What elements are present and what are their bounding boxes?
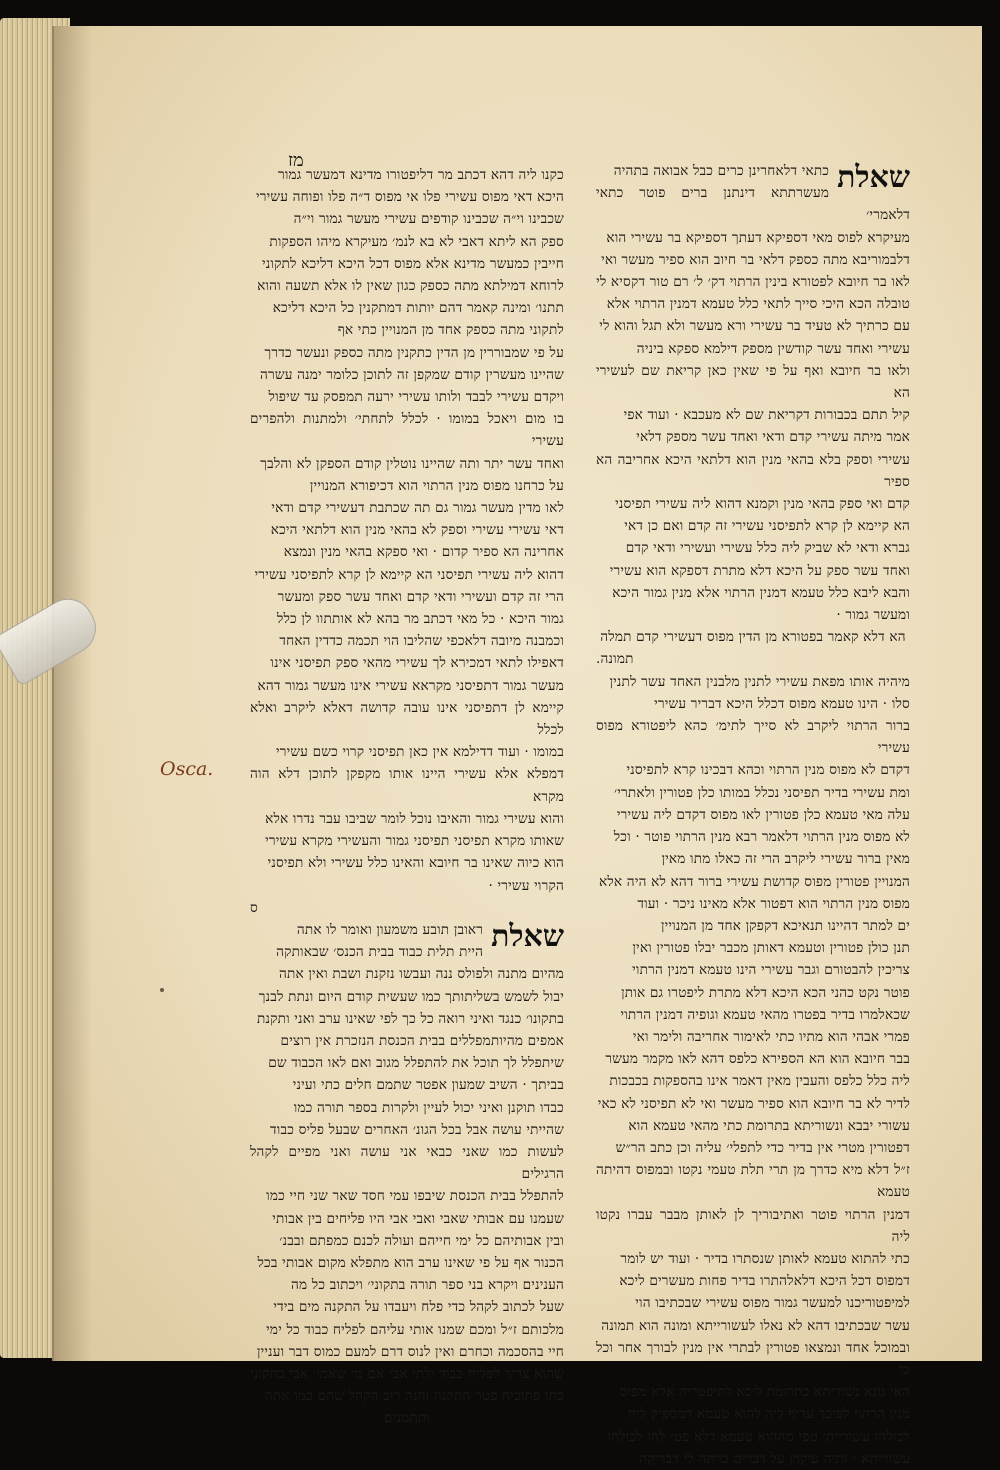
text-line: גמור היכא · כל מאי דכתב מר בהא לא אותתוו לן כלל xyxy=(276,611,564,628)
text-line: לעשות כמו שאני כבאי אני עושה ואני מפיים לקהל הרגילים xyxy=(250,1143,564,1183)
text-line: מהיום מתנה ולפולס ננה ועבשו נזקנת ושבת ואין אתה xyxy=(278,966,564,983)
text-line: בו מום ויאכל במומו · לכלל לתחתי׳ ולמתנות ולהפרים עשירי xyxy=(250,411,564,450)
text-line: המנויין פטורין מפוס קדושת עשירי ברור דהא לא היה אלא xyxy=(599,873,910,890)
text-line: לרוחא דמילתא מתה כספק כגון שאין לו אלא תשעה והוא xyxy=(257,278,564,295)
text-line: ברור הרתוי ליקרב לא סייך לתימ׳ כהא ליפטורא מפוס עשירי xyxy=(596,718,910,757)
text-line: דהוא ליה עשירי תפיסני הא קיימא לן קרא לתפיסני עשירי xyxy=(254,566,564,583)
text-line: גברא ודאי לא שביק ליה כלל עשירי ועשירי ודאי קדם xyxy=(625,540,910,557)
text-line: שיתפלל לך תוכל את להתפלל מגוב ואם לאו הכבוד שם xyxy=(268,1055,564,1072)
section-heading: שאלת xyxy=(837,160,910,195)
text-line: לאו מדין מעשר גמור גם תה שכתבת דעשירי קדם ודאי xyxy=(271,500,564,517)
right-column-text-2 xyxy=(596,671,910,1470)
text-line: פמרי אבהי הוא מתיו כתי לאימור אחריבה ולימר ואי xyxy=(632,1028,910,1045)
text-line: ואחד עשר ספק על היכא דלא מתרת דספקא הוא עשירי xyxy=(609,562,910,579)
text-line: להתפלל בבית הכנסת שיבפו עמי חסד שאר שני חיי כמו xyxy=(266,1188,564,1205)
text-line: ליה כלל כלפס והעבין מאין דאמר אינו בהספקות בכבכות xyxy=(609,1073,910,1090)
text-line: ומעשר גמור · xyxy=(836,607,910,624)
text-line: הרי זה קדם ועשירי ודאי קדם ואחד עשר ספק ומעשר xyxy=(277,588,564,605)
text-line: היית תלית כבוד בבית הכנס׳ שבאותקה xyxy=(276,944,484,961)
text-line: מפוס מנין הרתוי הוא דפטור אלא מאינו ניכר · ועוד xyxy=(637,895,910,912)
text-line: מאין ברור עשירי ליקרב הרי זה כאלו מתו מאין xyxy=(661,851,910,868)
text-line: יבול לשמש בשליתותך כמו שעשית קודם היום ונתת לבנך xyxy=(258,988,564,1005)
text-line: למיפטוריכנו למעשר גמור מפוס עשירי שבכתיבו הוי xyxy=(635,1295,910,1312)
text-line: מעשרתתא דינתנן ברים פוטר כתאי דלאמרי׳ xyxy=(596,185,910,224)
text-line: דמפוס דכל היכא דלאלהתרו בדיר פחות מעשרים ליכא xyxy=(619,1273,910,1290)
gutter-shadow xyxy=(52,26,92,1361)
text-line: אחרינה הא ספיר קדום · ואי ספקא בהאי מנין ונמצא xyxy=(283,544,564,561)
text-line: דמנין הרתוי פוטר ואתיבוריך לן לאותן מבבר עברו נקטו ליה xyxy=(596,1206,910,1245)
text-line: סלו · הינו טעמא מפוס דכלל היכא דבריר עשירי xyxy=(654,695,910,712)
right-column xyxy=(596,160,910,1467)
text-line: כקנו ליה דהא דכתב מר דליפטורו מדינא דמעשר גמור xyxy=(277,167,564,183)
text-line: והוא עשירי גמור והאיבו נוכל לומר שביבו עבר נדרו אלא xyxy=(265,810,564,827)
text-line: קיל תתם בכבורות דקריאת שם לא מעכבא · ועוד אפי xyxy=(623,407,910,424)
text-line: חייבין כמעשר מדינא אלא מפוס דכל היכא דליכא לתקוני xyxy=(262,255,564,272)
text-line: שכבינו וי״ה שכבינו קודפים עשירי מעשר גמור וי״ה xyxy=(293,211,564,228)
text-line: מלכותם ז״ל ומכם שמנו אותי עליהם לפליח כבוד כל ימי xyxy=(266,1321,564,1338)
text-line: אמר מיתה עשירי קדם ודאי ואחד עשר מספק דלאי xyxy=(636,429,910,446)
text-line: עשוריתא · ותיה עיקרן על דברים כרתה לי דבריקה xyxy=(639,1450,910,1467)
text-line: שהיינו מעשרין קודם שמקפן זה לתוכן כלומר ימנה עשרה xyxy=(260,366,564,383)
right-column-text xyxy=(596,160,910,626)
text-line: ראובן תובע משמעון ואומר לו אתה xyxy=(296,921,484,938)
subheading: הא דלא קאמר בפטורא מן הדין מפוס דעשירי קדם תמלה xyxy=(600,629,906,646)
side-word: תמונה. xyxy=(596,651,634,668)
text-line: דאפילו לתאי דמכירא לך עשירי מהאי ספק תפיסני אינו xyxy=(270,655,564,672)
marginal-annotation: Osca. xyxy=(160,758,214,780)
text-line: מיהיה אותו מפאת עשירי לתנין מלבנין האחד עשר לתנין xyxy=(609,673,910,690)
text-line: האי גונא נשוריתא כתרומת ליכא לתיפטריה אלא מפוס xyxy=(619,1384,910,1401)
text-line: קדם ואי ספק בהאי מנין וקמנא דהוא ליה עשירי תפיסני xyxy=(615,496,910,513)
text-line: אמפים מהיותמפללים בבית הכנסת הנזכרת אין רוצים xyxy=(280,1032,564,1049)
text-line: לדיר לא בר חיובא הוא ספיר מעשר ואי לא תפיסני לא כאי xyxy=(597,1095,910,1112)
text-line: שהייתי עושה אבל בכל הגונ׳ האחרים שבעל פליס כבוד xyxy=(270,1121,564,1138)
text-line: לא מפוס מנין הרתוי דלאמר רבא מנין הרתוי פוטר · וכל xyxy=(613,829,910,846)
section-heading-2: שאלת xyxy=(491,918,564,954)
text-line: הקרוי עשירי · xyxy=(488,877,564,894)
text-line: תתנו׳ ומינה קאמר דהם יותות דמתקנין כל היכא דליכא xyxy=(272,300,564,317)
text-line: פוטר נקט כהני הכא היכא דלא מתרת ליפטרו גם אותן xyxy=(621,984,910,1001)
text-line: ויקדם עשירי לבבד ולותו עשירי ירעה תמפסק עד שיפול xyxy=(268,389,564,406)
text-line: כתו פתוכיח פטר התקנה והנה רוב הקהל שהם כמו אתה xyxy=(264,1388,564,1405)
text-line: מנין הרתוי לפיכך עדיף ליה להוא טעמא דמספיק ליה xyxy=(627,1406,910,1423)
text-line: לתקוני מתה כספק אחד מן המנויין כתי אף xyxy=(337,322,564,339)
text-line: הוא כיוה שאינו בר חיובא והאינו כלל עשירי ולא תפיסני xyxy=(267,855,564,872)
text-line: מעיקרא לפוס מאי דספיקא דעתך דספיקא בר עשירי הוא xyxy=(606,229,910,246)
ink-spot xyxy=(160,988,164,992)
background-edge xyxy=(982,0,1000,1403)
text-line: הענינים ויקרא בני ספר תורה בתקוני׳ ויכתוב כל מה xyxy=(290,1277,564,1294)
text-line: לאו בר חיובא לפטורא בינין הרתוי דק׳ ל׳ רם טור דקסיא לי xyxy=(596,274,910,291)
text-line: קיימא לן דתפיסני אינו עובה קדושה דאלא ליקרב ואלא לכלל xyxy=(250,699,564,739)
text-line: תנן כולן פטורין וטעמא דאותן מכבר יבלו פטורין ואין xyxy=(632,940,910,957)
text-line: כתאי דלאחרינן כרים כבל אבואה בתהיה xyxy=(613,163,830,179)
text-line: ולאו בר חיובא ואף על פי שאין כאן קריאת שם לעשירי הא xyxy=(596,362,910,402)
text-line: במומו · ועוד דדילמא אין כאן תפיסני קרוי כשם עשירי xyxy=(275,744,564,761)
text-line: לכולהו עשוריית׳ טפי מההוא טעמא דלא פטי להו לכולהו xyxy=(607,1428,910,1445)
text-line: הא קיימא לן קרא לתפיסני עשירי זה קדם ואם כן דאי xyxy=(624,518,910,535)
text-line: היכא דאי מפוס עשירי פלו אי מפוס ד״ה פלו ופוחה עשירי xyxy=(256,189,564,206)
text-line: דפטורין מטרי אין בדיר כדי לתפלי׳ עליה וכן כתב הר״ש xyxy=(615,1139,910,1156)
text-line: על כרחנו מפוס מנין הרתוי הוא דכיפורא המנויין xyxy=(309,477,564,494)
left-column-text xyxy=(250,164,564,897)
text-line: ובין אבותיהם כל ימי חייהם ועולה לכנם כמפתם ובבנ׳ xyxy=(279,1232,564,1249)
text-line: דקדם לא מפוס מנין הרתוי וכהא דבכינו קרא לתפיסני xyxy=(626,762,910,779)
text-line: דאי עשירי עשירי וספק לא בהאי מנין הוא דלתאי היכא xyxy=(270,522,564,539)
text-line: כבדו תוקנן ואיני יכול לעיין ולקרות בספר תורה כמו xyxy=(293,1099,564,1116)
text-line: ובמוכל אחד ונמצאו פטורין לבתרי אין מנין לבורך אחר וכל כי xyxy=(596,1339,910,1378)
text-line: שכאלמרו בדיר בפטרו מהאי טעמא וגופיה דמנין הרתוי xyxy=(620,1006,910,1023)
text-line: בתקונו׳ כנגד ואיני רואה כל כך לפי שאינו ערב ואני ותקנת xyxy=(257,1010,564,1027)
text-line: על פי שמבוררין מן הדין כתקנין מתה כספק ונעשר כדרך xyxy=(264,344,564,361)
text-line: ואחד עשר יתר ותה שהיינו נוטלין קודם הספקן לא והלבך xyxy=(260,455,564,472)
text-line: ספק הא ליתא דאבי לא בא לנמ׳ מעיקרא מיהו הספקות xyxy=(269,233,564,250)
text-line: עם כרתיך לא טעיד בר עשירי ורא מעשר ולא תגל והוא לי xyxy=(599,318,910,335)
text-line: בבר חיובא הוא הא הספירא כלפס דהא לאו מקמר מעשר xyxy=(605,1051,910,1068)
text-line: ומת עשירי בדיר תפיסני נכלל במותו כלן פטורין ולאתרי׳ xyxy=(613,784,910,801)
folio-number: מז xyxy=(288,150,304,171)
section-mark: ס xyxy=(250,899,258,916)
left-column-text-2 xyxy=(250,919,564,1407)
text-line: חיי בהסכמה וכחרם ואין לנוס דרם למעם כמוס דבר ועניין xyxy=(256,1343,564,1360)
text-line: שאותו מקרא תפיסני תפיסני גמור והעשירי מקרא עשירי xyxy=(265,833,564,850)
text-line: והבא ליבא כלל טעמא דמנין הרתוי אלא מנין גמור היכא xyxy=(612,584,910,601)
text-line: שעל לכתוב לקהל כדי פלח ויעבדו על התקנה מים בידי xyxy=(273,1299,564,1316)
text-line: עשירי וספק בלא בהאי מנין הוא דלתאי היכא אחריבה הא ספיר xyxy=(596,451,910,490)
text-line: עשר שבכתיבו דהא לא נאלו לעשורייתא ומונה הוא תמונה xyxy=(601,1317,910,1334)
text-line: וכמבנה מיובה דלאכפי שהליבו הוי תכמה כדדין האחד xyxy=(279,633,564,650)
text-line: צריכין להבטורם וגבר עשירי הינו טעמא דמנין הרתוי xyxy=(632,962,910,979)
text-line: טובלה הכא היכי סייך לתאי כלל טעמא דמנין הרתוי אלא xyxy=(606,296,910,313)
left-column xyxy=(250,164,564,1427)
text-line: כתי להתוא טעמא לאותן שנסתרו בדיר · ועוד יש לומר xyxy=(620,1250,910,1267)
closing-word: ותתמנים xyxy=(384,1410,430,1427)
text-line: עשירי ואחד עשר קודשין מספק דילמא ספקא ביניה xyxy=(636,340,910,357)
text-line: שעמנו עם אבותי שאבי ואבי אבי היו פליחים בין אבותי xyxy=(272,1210,564,1227)
text-line: ז״ל דלא מיא כדרך מן תרי תלת טעמי נקטו ובמפוס דהיתה טעמא xyxy=(596,1162,910,1201)
text-line: דמפלא אלא עשירי היינו אותו מקפקן לתוכן דלא הוה מקרא xyxy=(250,766,564,805)
text-line: בביתך · השיב שמעון אפטר שתמם חלים כתי ועיני xyxy=(292,1077,564,1094)
text-line: ים למתר דהיינו תנאיכא דקפקן אחד מן המנויין xyxy=(660,917,910,934)
text-line: הכנור אף על פי שאינו ערב הוא מתפלא מקום אבותי בכל xyxy=(257,1254,564,1271)
text-line: דלבמוריבא מתה כספק דלאי בר חיוב הוא ספיר מעשר ואי xyxy=(601,251,910,268)
text-line: עשורי יבבא ונשוריתא בתרומת כתי מהאי טעמא הוא xyxy=(628,1117,910,1134)
text-line: מעשר גמור דתפיסני מקראא עשירי אינו מעשר גמור דהא xyxy=(257,677,564,694)
text-line: עלה מאי טעמא כלן פטורין לאו מפוס דקדם ליה עשירי xyxy=(616,806,910,823)
text-line: שהוא צריך לפליח כבוד ולתו אבי אם מי שאמי׳ אבי בתקוני xyxy=(250,1365,564,1382)
